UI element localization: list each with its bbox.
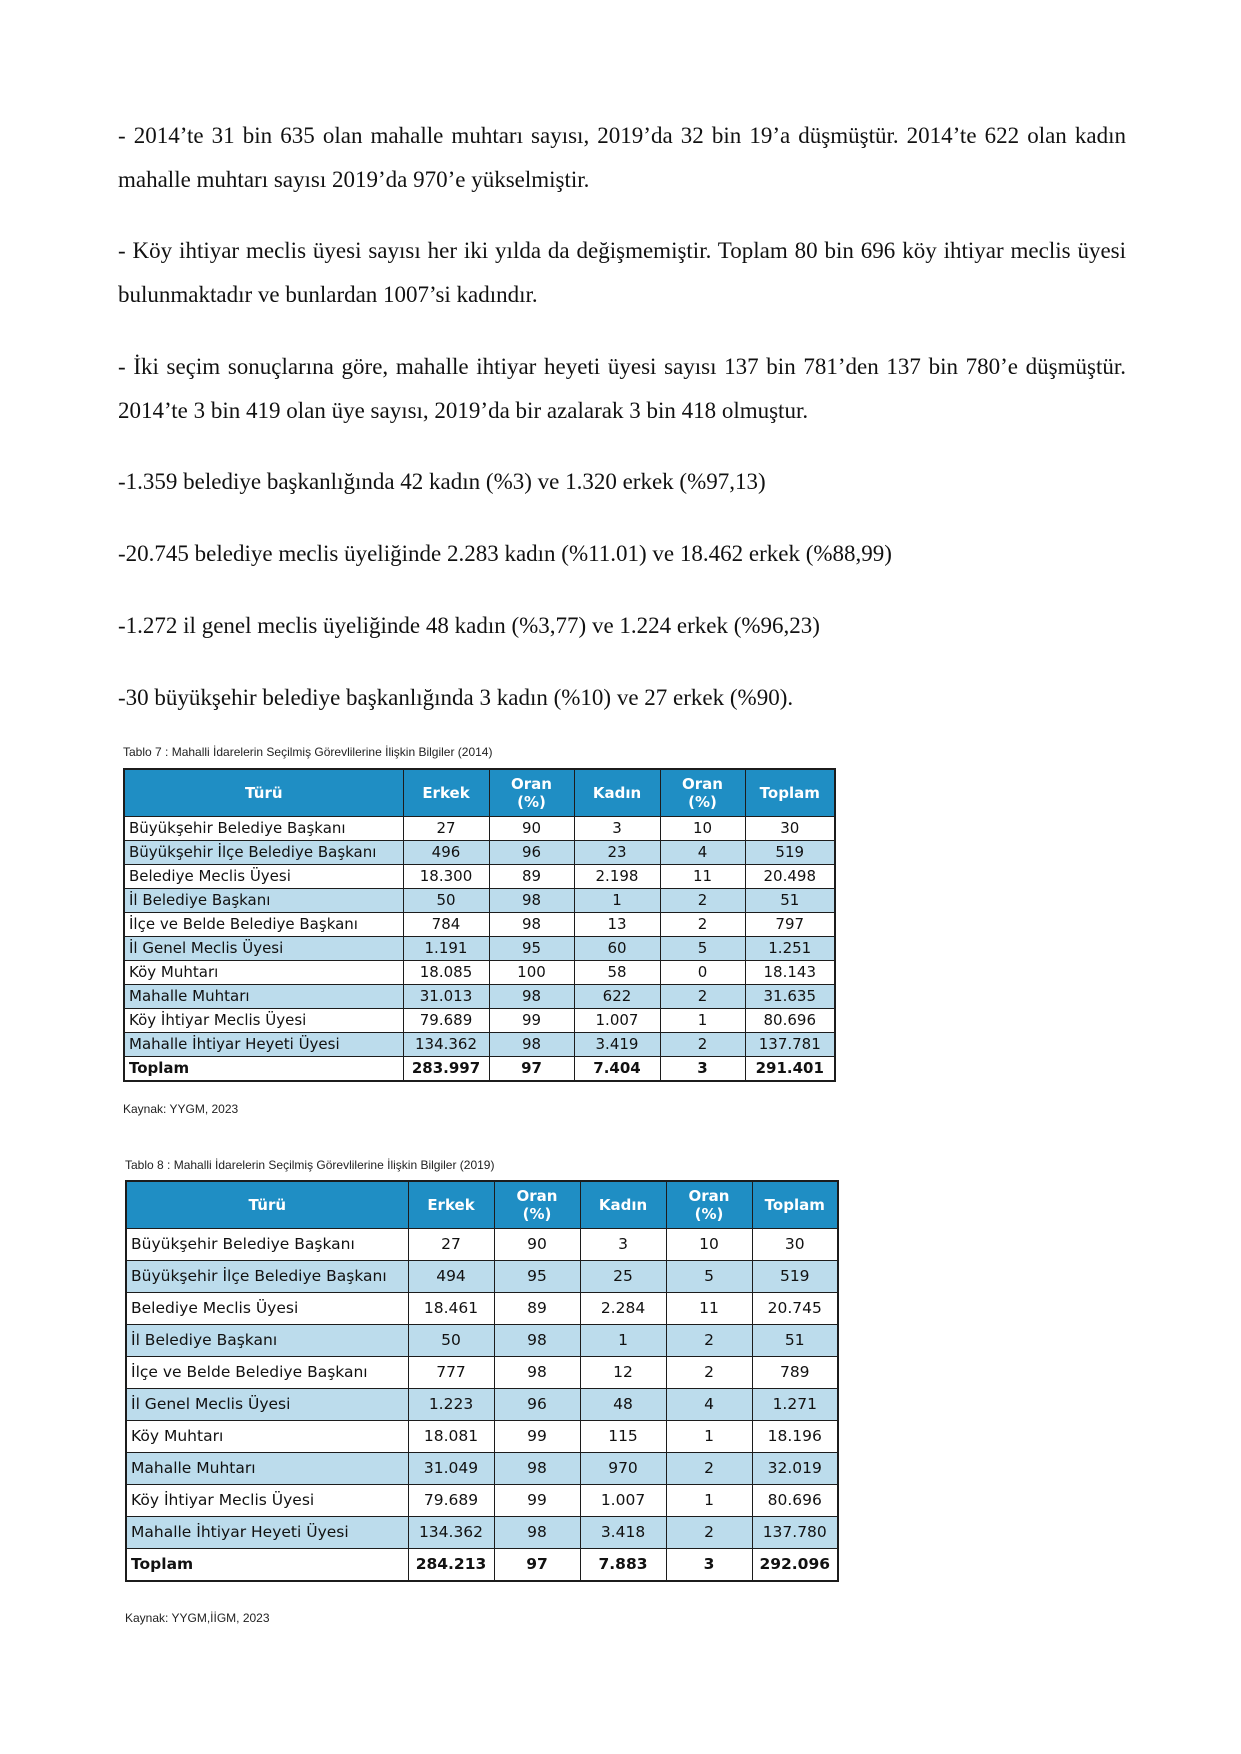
table8-header-oran-erkek (494, 1181, 580, 1229)
table7-cell-oran-kadin: 2 (660, 889, 745, 913)
paragraph-mahalle-heyet: - İki seçim sonuçlarına göre, mahalle ihtiyar heyeti üyesi sayısı 137 bin 781’den 137 bin 780’e düşmüştür. 2014’te 3 bin 419 olan üye sayısı, 2019’da bir azalarak 3 bin 418 olmuştur. (118, 354, 1126, 423)
table7-cell-toplam: 797 (745, 913, 835, 937)
table8-cell-kadin: 3 (580, 1229, 666, 1261)
table7-cell-erkek: 1.191 (403, 937, 489, 961)
table7-cell-erkek: 50 (403, 889, 489, 913)
table8-cell-toplam: 292.096 (752, 1549, 838, 1582)
table8-cell-erkek: 494 (408, 1261, 494, 1293)
table8-cell-toplam: 30 (752, 1229, 838, 1261)
table8-cell-oran-erkek: 98 (494, 1453, 580, 1485)
table8-cell-kadin: 115 (580, 1421, 666, 1453)
table7-cell-kadin: 3.419 (574, 1033, 660, 1057)
table8-cell-toplam: 137.780 (752, 1517, 838, 1549)
table8-cell-oran-erkek: 99 (494, 1485, 580, 1517)
table7-cell-toplam: 31.635 (745, 985, 835, 1009)
table8-cell-turu: Mahalle İhtiyar Heyeti Üyesi (126, 1517, 408, 1549)
table8-cell-toplam: 20.745 (752, 1293, 838, 1325)
table7-row (124, 961, 835, 985)
table8-cell-oran-kadin: 3 (666, 1549, 752, 1582)
table8-cell-erkek: 18.461 (408, 1293, 494, 1325)
table8-cell-kadin: 2.284 (580, 1293, 666, 1325)
table7-cell-oran-kadin: 5 (660, 937, 745, 961)
table7-cell-kadin: 1.007 (574, 1009, 660, 1033)
table8-cell-turu: Köy İhtiyar Meclis Üyesi (126, 1485, 408, 1517)
table7-cell-oran-kadin: 0 (660, 961, 745, 985)
paragraph-buyuksehir: -30 büyükşehir belediye başkanlığında 3 kadın (%10) ve 27 erkek (%90). (118, 685, 794, 710)
table7-row (124, 841, 835, 865)
table8-cell-oran-kadin: 10 (666, 1229, 752, 1261)
table7-cell-oran-erkek: 96 (489, 841, 574, 865)
table8-row (126, 1421, 838, 1453)
table8-cell-erkek: 31.049 (408, 1453, 494, 1485)
table8-cell-toplam: 32.019 (752, 1453, 838, 1485)
table8-cell-kadin: 12 (580, 1357, 666, 1389)
table7-cell-erkek: 18.085 (403, 961, 489, 985)
table7-header-oran-erkek-unit: (%) (517, 793, 546, 811)
table7-cell-erkek: 79.689 (403, 1009, 489, 1033)
table8-cell-oran-kadin: 1 (666, 1421, 752, 1453)
table7-cell-turu: Köy Muhtarı (124, 961, 403, 985)
table7-cell-oran-erkek: 95 (489, 937, 574, 961)
table7-total-row (124, 1057, 835, 1082)
table8-row (126, 1293, 838, 1325)
table8-caption: Tablo 8 : Mahalli İdarelerin Seçilmiş Görevlilerine İlişkin Bilgiler (2019) (125, 1158, 495, 1172)
table7-cell-oran-kadin: 3 (660, 1057, 745, 1082)
table7-row (124, 1009, 835, 1033)
table8-cell-turu: Büyükşehir Belediye Başkanı (126, 1229, 408, 1261)
table7-cell-kadin: 60 (574, 937, 660, 961)
table8-cell-oran-kadin: 2 (666, 1357, 752, 1389)
table8-cell-erkek: 79.689 (408, 1485, 494, 1517)
table8-header-row (126, 1181, 838, 1229)
table7-cell-turu: İl Genel Meclis Üyesi (124, 937, 403, 961)
table8-cell-oran-erkek: 89 (494, 1293, 580, 1325)
table8-cell-oran-erkek: 98 (494, 1325, 580, 1357)
table7-cell-oran-kadin: 1 (660, 1009, 745, 1033)
table8-cell-turu: İlçe ve Belde Belediye Başkanı (126, 1357, 408, 1389)
table7-header-row (124, 769, 835, 817)
table8-cell-erkek: 18.081 (408, 1421, 494, 1453)
table8-cell-kadin: 3.418 (580, 1517, 666, 1549)
table7-cell-oran-kadin: 4 (660, 841, 745, 865)
table8-header-turu: Türü (126, 1181, 408, 1229)
table7-row (124, 865, 835, 889)
table7-cell-toplam: 1.251 (745, 937, 835, 961)
table8-row (126, 1357, 838, 1389)
table7-cell-toplam: 291.401 (745, 1057, 835, 1082)
table7-cell-turu: Büyükşehir Belediye Başkanı (124, 817, 403, 841)
table8-header-oran-kadin-unit: (%) (694, 1205, 724, 1223)
table8-cell-turu: İl Belediye Başkanı (126, 1325, 408, 1357)
table7-cell-toplam: 51 (745, 889, 835, 913)
table8-header-toplam: Toplam (752, 1181, 838, 1229)
table7-cell-oran-kadin: 2 (660, 913, 745, 937)
paragraph-muhtar: - 2014’te 31 bin 635 olan mahalle muhtarı sayısı, 2019’da 32 bin 19’a düşmüştür. 2014’te 622 olan kadın mahalle muhtarı sayısı 2019’da 970’e yükselmiştir. (118, 123, 1126, 192)
table7-cell-turu: Köy İhtiyar Meclis Üyesi (124, 1009, 403, 1033)
table7-cell-kadin: 1 (574, 889, 660, 913)
table8-row (126, 1229, 838, 1261)
table8-cell-turu: Büyükşehir İlçe Belediye Başkanı (126, 1261, 408, 1293)
table7-cell-erkek: 496 (403, 841, 489, 865)
table8-cell-erkek: 50 (408, 1325, 494, 1357)
table7-cell-erkek: 784 (403, 913, 489, 937)
table7-cell-oran-erkek: 90 (489, 817, 574, 841)
table8-cell-kadin: 25 (580, 1261, 666, 1293)
table8-cell-erkek: 284.213 (408, 1549, 494, 1582)
table7-header-oran-kadin-label: Oran (682, 775, 723, 793)
table8-cell-turu: Belediye Meclis Üyesi (126, 1293, 408, 1325)
table7-header-toplam: Toplam (745, 769, 835, 817)
table7-cell-oran-erkek: 89 (489, 865, 574, 889)
table7-cell-turu: Mahalle İhtiyar Heyeti Üyesi (124, 1033, 403, 1057)
table8-cell-kadin: 970 (580, 1453, 666, 1485)
table7-cell-toplam: 519 (745, 841, 835, 865)
table8-row (126, 1325, 838, 1357)
table7-cell-oran-kadin: 11 (660, 865, 745, 889)
paragraph-koy-ihtiyar: - Köy ihtiyar meclis üyesi sayısı her iki yılda da değişmemiştir. Toplam 80 bin 696 köy ihtiyar meclis üyesi bulunmaktadır ve bunlardan 1007’si kadındır. (118, 238, 1126, 307)
table7-header-oran-kadin (660, 769, 745, 817)
table8-cell-oran-kadin: 2 (666, 1517, 752, 1549)
table7-cell-turu: Belediye Meclis Üyesi (124, 865, 403, 889)
table8-source: Kaynak: YYGM,İİGM, 2023 (125, 1611, 270, 1625)
table8-cell-toplam: 519 (752, 1261, 838, 1293)
table7-cell-toplam: 20.498 (745, 865, 835, 889)
table8-cell-oran-erkek: 98 (494, 1517, 580, 1549)
table7-cell-oran-erkek: 98 (489, 913, 574, 937)
table7-row (124, 937, 835, 961)
table8-header-oran-kadin-label: Oran (688, 1187, 730, 1205)
table7-cell-oran-erkek: 98 (489, 985, 574, 1009)
table7-cell-turu: Büyükşehir İlçe Belediye Başkanı (124, 841, 403, 865)
table8-row (126, 1453, 838, 1485)
table7-cell-erkek: 27 (403, 817, 489, 841)
paragraph-il-genel-meclis: -1.272 il genel meclis üyeliğinde 48 kadın (%3,77) ve 1.224 erkek (%96,23) (118, 613, 820, 638)
table8-cell-toplam: 789 (752, 1357, 838, 1389)
table8-row (126, 1485, 838, 1517)
table8-total-row (126, 1549, 838, 1582)
table8-cell-turu: İl Genel Meclis Üyesi (126, 1389, 408, 1421)
table7-cell-kadin: 13 (574, 913, 660, 937)
table7-cell-oran-erkek: 100 (489, 961, 574, 985)
table8-cell-toplam: 80.696 (752, 1485, 838, 1517)
table8-cell-turu: Toplam (126, 1549, 408, 1582)
table8-cell-toplam: 51 (752, 1325, 838, 1357)
table7-cell-erkek: 31.013 (403, 985, 489, 1009)
table7-cell-kadin: 3 (574, 817, 660, 841)
table8-cell-oran-erkek: 96 (494, 1389, 580, 1421)
table7-header-turu: Türü (124, 769, 403, 817)
table8-cell-oran-kadin: 5 (666, 1261, 752, 1293)
table7-header-oran-erkek-label: Oran (511, 775, 552, 793)
table8-cell-erkek: 777 (408, 1357, 494, 1389)
table7-row (124, 889, 835, 913)
table8-cell-kadin: 48 (580, 1389, 666, 1421)
table7 (123, 768, 836, 1082)
table7-source: Kaynak: YYGM, 2023 (123, 1102, 239, 1116)
table8-header-kadin: Kadın (580, 1181, 666, 1229)
table7-caption: Tablo 7 : Mahalli İdarelerin Seçilmiş Görevlilerine İlişkin Bilgiler (2014) (123, 745, 493, 759)
table7-cell-oran-kadin: 2 (660, 985, 745, 1009)
table7-cell-kadin: 622 (574, 985, 660, 1009)
table8-cell-erkek: 134.362 (408, 1517, 494, 1549)
table8-cell-oran-kadin: 2 (666, 1325, 752, 1357)
table7-cell-oran-erkek: 98 (489, 889, 574, 913)
table8-header-erkek: Erkek (408, 1181, 494, 1229)
table8-cell-kadin: 1.007 (580, 1485, 666, 1517)
table8-row (126, 1389, 838, 1421)
paragraph-belediye-meclis: -20.745 belediye meclis üyeliğinde 2.283 kadın (%11.01) ve 18.462 erkek (%88,99) (118, 541, 892, 566)
table7-cell-toplam: 18.143 (745, 961, 835, 985)
table8-cell-oran-kadin: 11 (666, 1293, 752, 1325)
table7-row (124, 1033, 835, 1057)
table7-cell-toplam: 80.696 (745, 1009, 835, 1033)
table7-cell-turu: Mahalle Muhtarı (124, 985, 403, 1009)
table7-cell-toplam: 30 (745, 817, 835, 841)
table7-cell-oran-erkek: 97 (489, 1057, 574, 1082)
table8-cell-oran-erkek: 90 (494, 1229, 580, 1261)
table8-cell-oran-erkek: 97 (494, 1549, 580, 1582)
table8-header-oran-kadin (666, 1181, 752, 1229)
table7-row (124, 817, 835, 841)
table8-cell-oran-erkek: 95 (494, 1261, 580, 1293)
table7-cell-erkek: 283.997 (403, 1057, 489, 1082)
table7-cell-kadin: 58 (574, 961, 660, 985)
table8-cell-oran-erkek: 98 (494, 1357, 580, 1389)
table8 (125, 1180, 839, 1582)
table8-header-oran-erkek-label: Oran (516, 1187, 558, 1205)
table7-cell-kadin: 23 (574, 841, 660, 865)
table8-row (126, 1261, 838, 1293)
table7-cell-kadin: 2.198 (574, 865, 660, 889)
table8-header-oran-erkek-unit: (%) (522, 1205, 552, 1223)
table7-cell-oran-erkek: 98 (489, 1033, 574, 1057)
table7-cell-kadin: 7.404 (574, 1057, 660, 1082)
table8-cell-oran-kadin: 4 (666, 1389, 752, 1421)
table7-cell-oran-kadin: 2 (660, 1033, 745, 1057)
table7-cell-oran-kadin: 10 (660, 817, 745, 841)
table8-cell-toplam: 1.271 (752, 1389, 838, 1421)
table8-cell-erkek: 27 (408, 1229, 494, 1261)
table8-cell-turu: Mahalle Muhtarı (126, 1453, 408, 1485)
table7-cell-toplam: 137.781 (745, 1033, 835, 1057)
table7-header-oran-kadin-unit: (%) (688, 793, 717, 811)
table7-header-kadin: Kadın (574, 769, 660, 817)
table7-row (124, 985, 835, 1009)
table7-cell-erkek: 18.300 (403, 865, 489, 889)
table8-cell-kadin: 1 (580, 1325, 666, 1357)
paragraph-belediye-baskanligi: -1.359 belediye başkanlığında 42 kadın (%3) ve 1.320 erkek (%97,13) (118, 469, 766, 494)
table8-cell-oran-kadin: 2 (666, 1453, 752, 1485)
table7-cell-turu: Toplam (124, 1057, 403, 1082)
table7-cell-turu: İl Belediye Başkanı (124, 889, 403, 913)
table7-cell-turu: İlçe ve Belde Belediye Başkanı (124, 913, 403, 937)
table7-header-oran-erkek (489, 769, 574, 817)
table8-cell-erkek: 1.223 (408, 1389, 494, 1421)
table7-row (124, 913, 835, 937)
table8-cell-toplam: 18.196 (752, 1421, 838, 1453)
table8-cell-oran-kadin: 1 (666, 1485, 752, 1517)
table8-cell-kadin: 7.883 (580, 1549, 666, 1582)
table8-row (126, 1517, 838, 1549)
table7-cell-oran-erkek: 99 (489, 1009, 574, 1033)
table8-cell-oran-erkek: 99 (494, 1421, 580, 1453)
table7-header-erkek: Erkek (403, 769, 489, 817)
table7-cell-erkek: 134.362 (403, 1033, 489, 1057)
table8-cell-turu: Köy Muhtarı (126, 1421, 408, 1453)
